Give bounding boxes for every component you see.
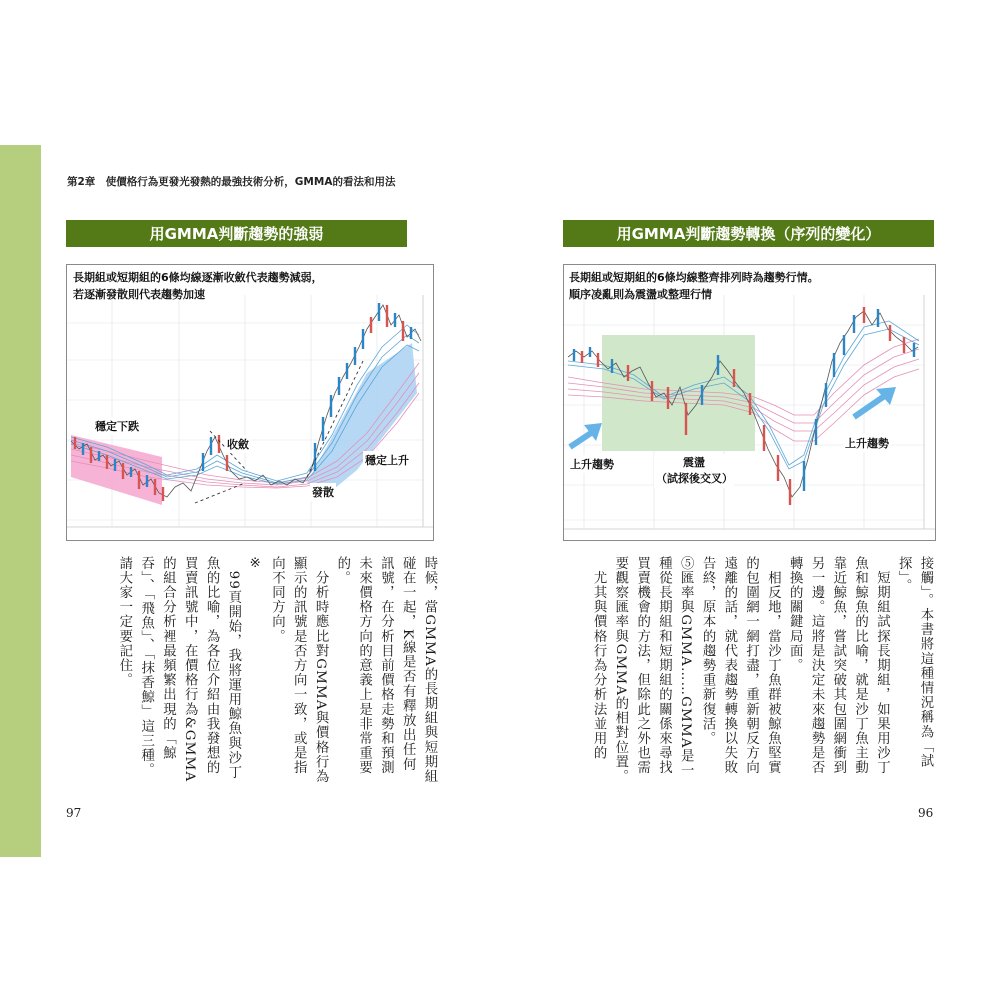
label-converge: 收斂 [225, 435, 251, 453]
label-uptrend-left: 上升趨勢 [568, 455, 616, 473]
page-number-left: 97 [66, 806, 82, 820]
left-chart-caption-line2: 若逐漸發散則代表趨勢加速 [73, 288, 205, 301]
right-gmma-chart [564, 265, 935, 540]
label-range [654, 454, 734, 488]
right-para-4: ⑤匯率與GMMA……GMMA是一種從長期組和短期組的關係來尋找買賣機會的方法，但除此之外也需要觀察匯率與GMMA的相對位置。 [612, 556, 694, 784]
right-chart-caption-line1: 長期組或短期組的6條均線整齊排列時為趨勢行情。 [569, 271, 819, 284]
running-head: 第2章 使價格行為更發光發熱的最強技術分析，GMMA的看法和用法 [67, 176, 396, 188]
left-para-3: ※ [247, 556, 263, 573]
label-stable-down: 穩定下跌 [93, 417, 141, 435]
right-chart-panel [563, 264, 936, 541]
right-para-2: 短期組試探長期組，如果用沙丁魚和鯨魚的比喻，就是沙丁魚主動靠近鯨魚，嘗試突破其包圍網衝到另一邊。這將是決定未來趨勢是否轉換的關鍵局面。 [787, 556, 890, 775]
right-para-1: 接觸」。本書將這種情況稱為「試探」。 [896, 556, 933, 769]
left-gmma-chart [67, 265, 433, 540]
label-uptrend-right: 上升趨勢 [843, 434, 891, 452]
left-para-1: 時候，當GMMA的長期組與短期組碰在一起，K線是否有釋放出任何訊號，在分析目前價格走勢和預測未來價格方向的意義上是非常重要的。 [334, 556, 437, 784]
page-edge-tab [0, 145, 41, 857]
label-range-line2: （試探後交叉） [656, 472, 733, 485]
right-page-body [560, 556, 936, 786]
left-section-title: 用GMMA判斷趨勢的強弱 [66, 220, 407, 247]
left-chart-caption-line1: 長期組或短期組的6條均線逐漸收斂代表趨勢減弱， [73, 271, 323, 284]
left-page-body [108, 556, 440, 786]
label-range-line1: 震盪 [683, 456, 705, 469]
right-para-5: 尤其與價格行為分析法並用的 [591, 556, 607, 761]
right-para-3: 相反地，當沙丁魚群被鯨魚堅實的包圍網一網打盡，重新朝反方向遠離的話，就代表趨勢轉換以失敗告終，原本的趨勢重新復活。 [700, 556, 781, 775]
left-chart-panel [66, 264, 434, 541]
label-stable-up: 穩定上升 [363, 451, 411, 469]
page-number-right: 96 [918, 806, 934, 820]
right-chart-caption-line2: 順序凌亂則為震盪或整理行情 [569, 288, 712, 301]
right-section-title: 用GMMA判斷趨勢轉換（序列的變化） [563, 220, 934, 247]
left-para-2: 分析時應比對GMMA與價格行為顯示的訊號是否方向一致，或是指向不同方向。 [269, 556, 329, 784]
left-para-4: 99頁開始，我將運用鯨魚與沙丁魚的比喻，為各位介紹由我發想的買賣訊號中，在價格行為&GMMA的組合分析裡最頻繁出現的「鯨吞」、「飛魚」、「抹香鯨」這三種。請大家一定要記住。 [116, 556, 241, 783]
label-diverge: 發散 [310, 483, 336, 501]
